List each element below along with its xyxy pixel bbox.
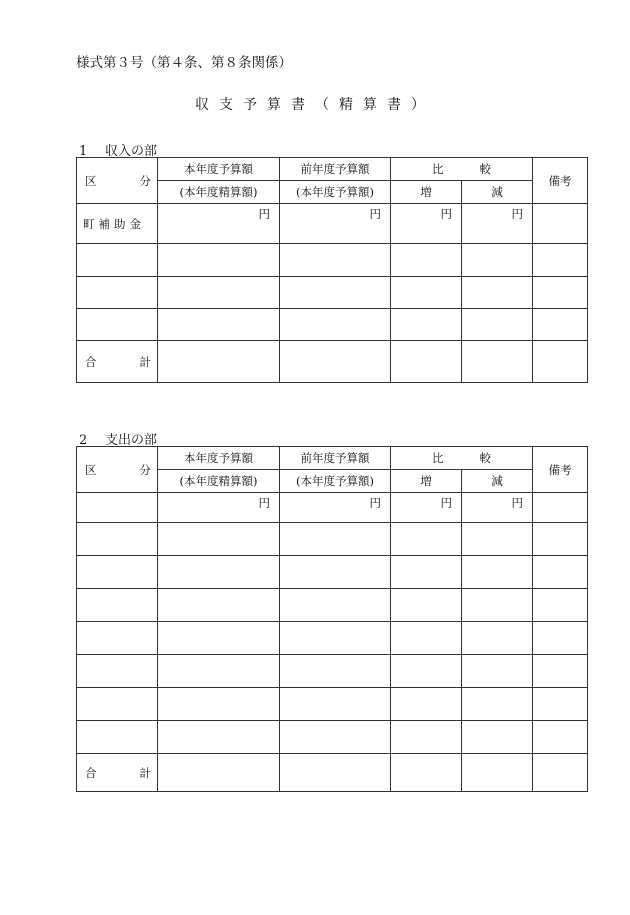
comparison-header-left: 比 [432,162,444,176]
comparison-header [391,447,533,470]
total-label-left: 合 [85,354,97,369]
unit-label: 円 [391,493,462,523]
income-header-row [77,158,588,181]
expenditure-table [76,446,588,792]
expenditure-unit-row [77,493,588,523]
income-total-row [77,341,588,383]
category-header-right: 分 [139,462,151,477]
category-header [77,158,158,204]
document-title: 収支予算書（精算書） [195,97,435,113]
total-label-left: 合 [85,765,97,780]
expenditure-empty-row [77,688,588,721]
expenditure-empty-row [77,556,588,589]
unit-label: 円 [280,204,391,244]
current-budget-header: 本年度予算額 [158,447,280,470]
increase-header: 増 [391,470,462,493]
unit-label: 円 [158,204,280,244]
income-empty-row [77,244,588,277]
income-section-label: 収入の部 [105,144,158,159]
unit-label: 円 [462,204,533,244]
expenditure-total-row [77,754,588,792]
remarks-header: 備考 [533,158,588,204]
current-settlement-header: (本年度精算額) [158,181,280,204]
category-header-left: 区 [85,462,97,477]
prior-current-budget-header: (本年度予算額) [280,181,391,204]
category-header [77,447,158,493]
remarks-header: 備考 [533,447,588,493]
expenditure-empty-row [77,622,588,655]
decrease-header: 減 [462,470,533,493]
expenditure-empty-row [77,523,588,556]
unit-label: 円 [158,493,280,523]
form-number: 様式第３号（第４条、第８条関係） [76,55,292,71]
prior-current-budget-header: (本年度予算額) [280,470,391,493]
remarks-cell [533,204,588,244]
income-table [76,157,588,383]
unit-label: 円 [280,493,391,523]
item-name-town-subsidy: 町補助金 [77,204,158,244]
expenditure-total-label [77,754,158,792]
expenditure-header-row [77,447,588,470]
current-settlement-header: (本年度精算額) [158,470,280,493]
prior-budget-header: 前年度予算額 [280,447,391,470]
comparison-header-right: 較 [479,451,491,465]
income-empty-row [77,309,588,341]
expenditure-section-number: 2 [79,433,88,448]
income-empty-row [77,277,588,309]
unit-label: 円 [391,204,462,244]
expenditure-empty-row [77,589,588,622]
total-label-right: 計 [139,354,151,369]
income-row-town-subsidy [77,204,588,244]
category-header-left: 区 [85,173,97,188]
current-budget-header: 本年度予算額 [158,158,280,181]
expenditure-empty-row [77,655,588,688]
expenditure-section-label: 支出の部 [105,433,158,448]
increase-header: 増 [391,181,462,204]
total-label-right: 計 [139,765,151,780]
income-section-number: 1 [79,144,88,159]
decrease-header: 減 [462,181,533,204]
comparison-header-right: 較 [479,162,491,176]
prior-budget-header: 前年度予算額 [280,158,391,181]
expenditure-empty-row [77,721,588,754]
comparison-header [391,158,533,181]
item-name-cell [77,493,158,523]
category-header-right: 分 [139,173,151,188]
unit-label: 円 [462,493,533,523]
income-total-label [77,341,158,383]
comparison-header-left: 比 [432,451,444,465]
remarks-cell [533,493,588,523]
